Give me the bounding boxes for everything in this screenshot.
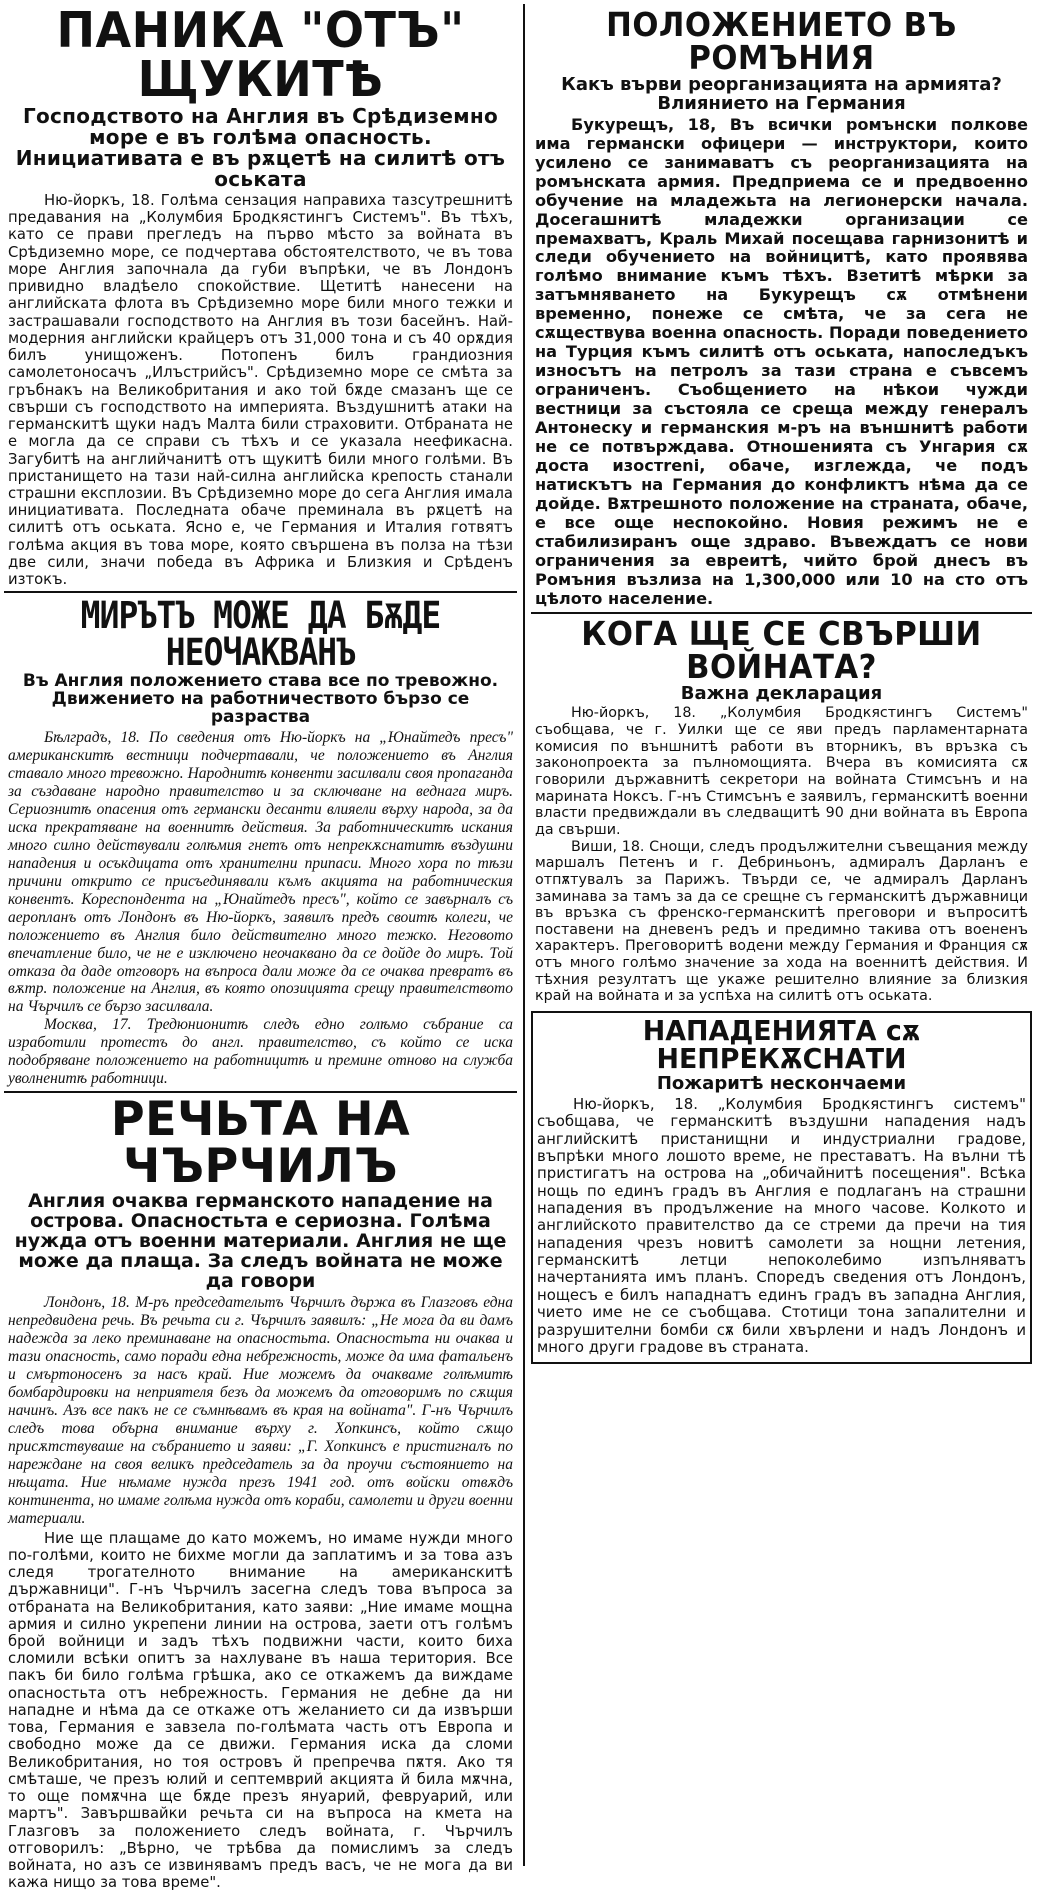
article-box — [531, 1011, 1032, 1364]
divider — [4, 591, 517, 593]
headline: РЕЧЬТА НА ЧЪРЧИЛЪ — [110, 1092, 411, 1195]
subheadline: Какъ върви реорганизацията на армията? Влиянието на Германия — [561, 74, 1002, 114]
article-peace — [4, 594, 517, 1088]
article-body: Ню-йоркъ, 18. Голѣма сензация направиха тазсутрешнитѣ предавания на „Колумбия Бродкястингъ Системъ". Въ тѣхъ, като се прави прегледъ на първо мѣсто за войната въ Срѣдиземно море, се подчертава обстоятелството, че въ това море Англия започнала да губи въпрѣки, че въ Лондонъ привидно владѣело спокойствие. Щетитѣ нанесени на английската флота въ Срѣдиземно море били много тежки и застрашавали господството на Англия въ този басейнъ. Най-модерния английски крайцеръ отъ 31,000 тона и съ 40 орѫдия билъ унищоженъ. Потопенъ билъ грандиозния самолетоносачъ „Илъстрийсъ". Срѣдиземно море се смѣта за гръбнакъ на Великобритания и ако той бѫде смазанъ ще се свърши съ господството на империята. Въздушнитѣ атаки на германскитѣ щуки надъ Малта били страховити. Отбраната не е могла да се справи съ тѣхъ и се указала неефикасна. Загубитѣ на английчанитѣ отъ щукитѣ били много голѣми. Въ пристанището на тази най-силна английска крепость станали страшни експлозии. Въ Срѣдиземно море до сега Англия имала инициативата. Последната обаче преминала въ рѫцетѣ на силитѣ отъ оськата. Ясно е, че Германия и Италия готвятъ голѣма акция въ това море, която свършена въ полза на тѣзи две сили, значи победа въ Африка и Близкия и Срѣденъ изтокъ. — [8, 192, 513, 589]
subheadline: Господството на Англия въ Срѣдиземно море е въ голѣма опасность. — [22, 104, 499, 149]
article-raids — [537, 1013, 1026, 1356]
subheadline: Въ Англия положението става все по тревожно. Движението на работничеството бързо се разраства — [22, 671, 499, 728]
article-body: Ние ще плащаме до като можемъ, но имаме нужди много по-голѣми, които не бихме могли да заплатимъ и за това азъ следя трогателното внимание на американскитѣ държавници". Г-нъ Чърчилъ засегна следъ това въпроса за отбраната на Великобритания, като заяви: „Ние имаме мощна армия и силно укрепени линии на острова, заети отъ голѣмъ брой войници и задъ тѣхъ подвижни части, които биха сломили всѣки опитъ за нахлуване въ наша територия. Все пакъ би било голѣма грѣшка, ако се откажемъ да виждаме опасностьта отъ небрежность. Германия не дебне да ни нападне и нѣма да се откаже отъ желанието си да извърши това, Германия е завзела по-голѣмата часть отъ Европа и свободно може да се движи. Германия иска да сломи Великобритания, но тоя островъ й препречва пѫтя. Ако тя смѣташе, че презъ юлий и септемврий акцията й била мѫчна, то още помѫчна ще бѫде презъ януарий, февруарий, или мартъ". Завършвайки речьта си на въпроса на кмета на Глазговъ за положението следъ войната, г. Чърчилъ отговорилъ: „Вѣрно, че трѣбва да помислимъ за следъ войната, но азъ се извинявамъ предъ васъ, че не мога да ви кажа нищо за това време". — [8, 1529, 513, 1892]
article-body: Букурещъ, 18, Въ всички ромънски полкове има германски офицери — инструктори, които усилено се занимаватъ съ реорганизацията на ромънската армия. Предприема се и предвоенно обучение на младежьта на легионерски начала. Досегашнитѣ младежки организации се премахватъ, Краль Михай посещава гарнизонитѣ и следи обучението на войницитѣ, като проявява голѣмо внимание къмъ тѣхъ. Взетитѣ мѣрки за затъмняването на Букурещъ сѫ отмѣнени временно, понеже се смѣта, че за сега не сѫществува военна опасность. Поради поведението на Турция къмъ силитѣ отъ оськата, напоследъкъ износътъ на петролъ за тази страна е съвсемъ ограниченъ. Съобщението на нѣкои чужди вестници за състояла се среща между генералъ Антонеску и германския м-ръ на външнитѣ работи не се потвърждава. Отношенията съ Унгария сѫ доста изостreni, обаче, изглежда, че подъ натискътъ на Германия до конфликтъ нѣма да се дойде. Вѫтрешното положение на страната, обаче, е все още неспокойно. Новия режимъ не е стабилизиранъ още здраво. Въвеждатъ се нови ограничения за евреитѣ, чийто брой днесъ въ Ромъния възлиза на 1,300,000 или 10 на сто отъ цѣлото население. — [535, 114, 1028, 608]
article-body: Ню-йоркъ, 18. „Колумбия Бродкястингъ системъ" съобщава, че германскитѣ въздушни нападения надъ английскитѣ пристанищни и индустриални градове, въпрѣки много лошото време, не преставатъ. На вълни тѣ пристигатъ на острова на „обичайнитѣ посещения". Всѣка нощь по единъ градъ въ Англия е подлаганъ на страшни нападения въ продължение на много часове. Колкото и английското правителство да се стреми да пречи на тия нападения чрезъ новитѣ самолети за нощни летения, германскитѣ летци непоколебимо изпълняватъ начертанията имъ планъ. Споредъ сведения отъ Лондонъ, нощесъ е билъ нападнатъ единъ градъ въ западна Англия, чието име не се съобщава. Стотици тона запалителни и разрушителни бомби сѫ били хвърлени и надъ Лондонъ и много други градове въ страната. — [537, 1094, 1026, 1356]
headline: КОГА ЩЕ СЕ СВЪРШИ ВОЙНАТА? — [581, 613, 982, 686]
left-column — [4, 0, 517, 1892]
article-body: Бѣлградъ, 18. По сведения отъ Ню-йоркъ на „Юнайтедъ пресъ" американскитѣ вестници подчертавали, че положението въ Англия ставало много тревожно. Народнитѣ конвенти засилвали своя пропаганда за създаване народно правителство и за сключване на веднага миръ. Сериознитѣ опасения отъ германски десанти влияели върху народа, за да иска прекратяване на военнитѣ действия. За работническитѣ искания много силно действували голѣмия гнетъ отъ непрекѫснатитѣ въздушни нападения и осъкдицата отъ хранителни припаси. Много хора по тѣзи причини открито се присъединявали къмъ акцията на работническия конвентъ. Кореспондента на „Юнайтедъ пресъ", който се завърналъ съ аеропланъ отъ Лондонъ въ Ню-йоркъ, заявилъ предъ своитѣ колеги, че положението въ Англия било действително много тежко. Неговото впечатление било, че не е изключено неочаквано да се дойде до миръ. Той отказа да даде отговоръ на въпроса дали може да се очаква превратъ въ вѫтр. положение на Англия, въ която опозицията срещу правителството на Чърчилъ се бързо засилвала. — [8, 728, 513, 1016]
headline: ПОЛОЖЕНИЕТО ВЪ РОМЪНИЯ — [606, 5, 957, 77]
right-column — [531, 0, 1032, 1364]
article-churchill — [4, 1092, 517, 1892]
headline: НАПАДЕНИЯТА сѫ НЕПРЕКѪСНАТИ — [642, 1013, 921, 1075]
subheadline: Англия очаква германското нападение на острова. Опасностьта е сериозна. Голѣма нужда отъ военни материали. Англия не ще може да плаща. За следъ войната не може да говори — [14, 1190, 507, 1293]
article-war-end — [531, 613, 1032, 1005]
subheadline: Инициативата е въ рѫцетѣ на силитѣ отъ оськата — [15, 146, 506, 191]
article-panic — [4, 2, 517, 589]
article-body: Ню-йоркъ, 18. „Колумбия Бродкястингъ Системъ" съобщава, че г. Уилки ще се яви предъ парламентарната комисия по външнитѣ работи въ вторникъ, въ връзка съ законопроекта за пълномощията. Вчера въ комисията сѫ говорили държавнитѣ секретори на войната Стимсънъ и на марината Ноксъ. Г-нъ Стимсънъ е заявилъ, германскитѣ военни власти предвиждали въ следващитѣ 90 дни войната въ Европа да свърши. — [535, 705, 1028, 838]
article-body: Виши, 18. Снощи, следъ продължителни съвещания между маршалъ Петенъ и г. Дебриньонъ, адмиралъ Дарланъ е отпѫтувалъ за Парижъ. Твърди се, че адмиралъ Дарланъ заминава за тамъ за да се срещне съ германскитѣ държавници въ връзка съ френско-германскитѣ преговори и въпроситѣ поставени на дневенъ редъ и предимно такива отъ воененъ характеръ. Преговоритѣ водени между Германия и Франция сѫ отъ много голѣмо значение за хода на военнитѣ действия. И тѣхния резултатъ ще укаже решително влияние за близкия край на войната и за успѣха на силитѣ отъ оськата. — [535, 838, 1028, 1005]
article-body: Москва, 17. Тредюнионитѣ следъ едно голѣмо събрание са изработили протестъ до англ. правителство, съ който се иска подобряване положението на работницитѣ и премине отново на служба уволненитѣ работници. — [8, 1016, 513, 1088]
subheadline: Важна декларация — [680, 682, 883, 704]
headline: ПАНИКА "ОТЪ" ЩУКИТѢ — [56, 2, 465, 108]
article-body: Лондонъ, 18. М-ръ председательтъ Чърчилъ държа въ Глазговъ една непредвидена речь. Въ речьта си г. Чърчилъ заявилъ: „Не мога да ви дамъ надежда за леко преминаване на опасностьта. Опасностьта ни очаква и тази опасность, само поради една небрежность, може да има фатальенъ и смъртоносенъ за насъ край. Ние можемъ да очакваме голѣмитѣ бомбардировки на неприятеля безъ да можемъ да отговоримъ по сѫщия начинъ. Азъ все пакъ не се съмнѣвамъ въ края на войната". Г-нъ Чърчилъ следъ това обърна внимание върху г. Хопкинсъ, който сѫщо присѫтствуваше на събранието и заяви: „Г. Хопкинсъ е пристигналъ по нареждане на своя великъ председатель за да проучи състоянието на нѣщата. Ние нѣмаме нужда презъ 1941 год. отъ войски отвѫдъ континента, но имаме голѣма нужда отъ кораби, самолети и други военни материали. — [8, 1293, 513, 1527]
column-rule — [523, 4, 525, 1866]
headline: МИРЪТЪ МОЖЕ ДА БѪДЕ НЕОЧАКВАНЪ — [80, 594, 441, 675]
subheadline: Пожаритѣ нескончаеми — [656, 1072, 907, 1094]
article-romania — [531, 5, 1032, 609]
